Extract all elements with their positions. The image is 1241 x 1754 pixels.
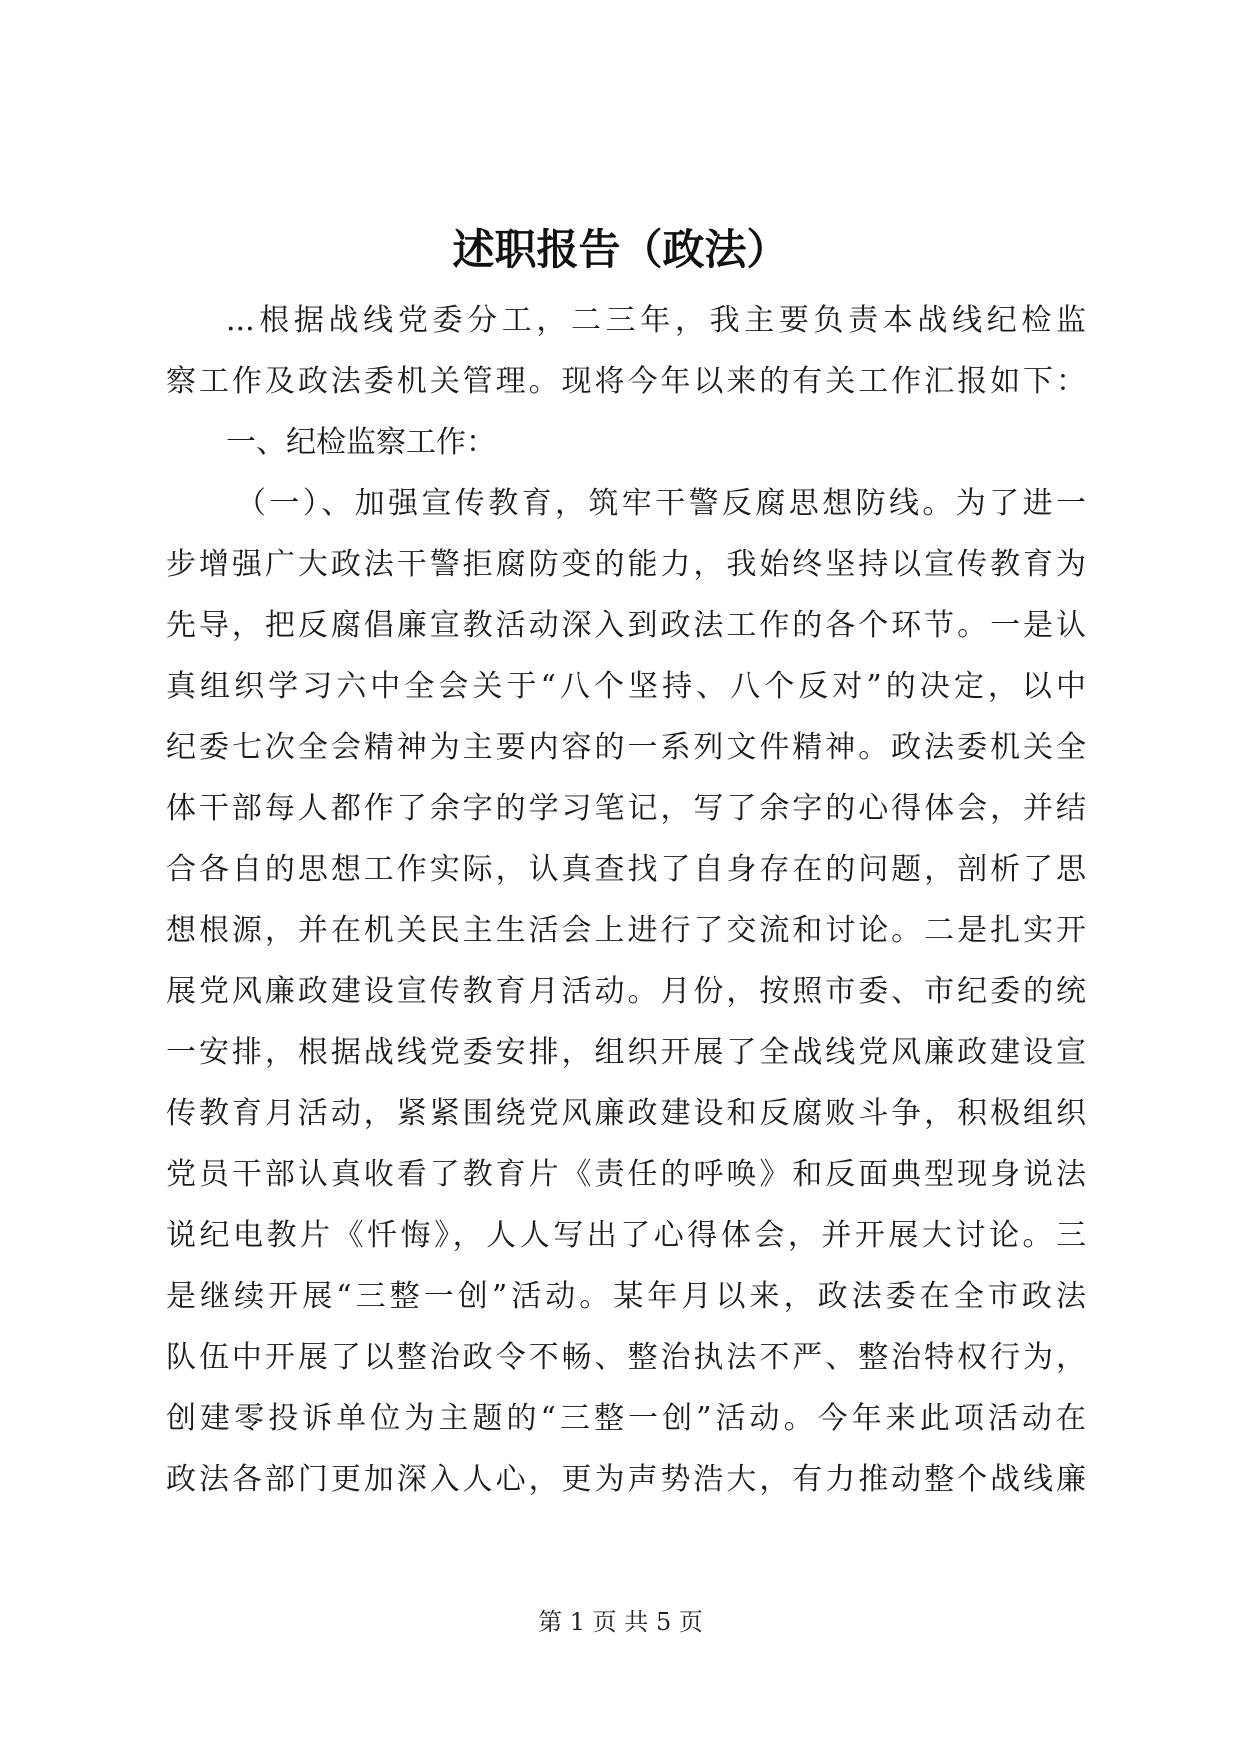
paragraph-line: 传教育月活动，紧紧围绕党风廉政建设和反腐败斗争，积极组织 [166,1096,1086,1131]
document-body [166,290,1086,1510]
paragraph-line: 合各自的思想工作实际，认真查找了自身存在的问题，剖析了思 [166,852,1086,887]
paragraph-line: 创建零投诉单位为主题的“三整一创”活动。今年来此项活动在 [166,1401,1086,1436]
paragraph-line: 察工作及政法委机关管理。现将今年以来的有关工作汇报如下： [166,364,1086,399]
paragraph-line: 体干部每人都作了余字的学习笔记，写了余字的心得体会，并结 [166,791,1086,826]
paragraph-line: 说纪电教片《忏悔》，人人写出了心得体会，并开展大讨论。三 [166,1218,1086,1253]
paragraph-line: 想根源，并在机关民主生活会上进行了交流和讨论。二是扎实开 [166,913,1086,948]
paragraph-line: 先导，把反腐倡廉宣教活动深入到政法工作的各个环节。一是认 [166,608,1086,643]
document-title: 述职报告（政法） [452,225,789,274]
paragraph-line: ...根据战线党委分工，二三年，我主要负责本战线纪检监 [226,303,1086,338]
section-heading: 一、纪检监察工作： [226,425,496,460]
page-number-footer: 第 1 页 共 5 页 [538,1608,703,1636]
paragraph-line: 真组织学习六中全会关于“八个坚持、八个反对”的决定，以中 [166,669,1086,704]
paragraph-line: 政法各部门更加深入人心，更为声势浩大，有力推动整个战线廉 [166,1462,1086,1497]
paragraph-line: 步增强广大政法干警拒腐防变的能力，我始终坚持以宣传教育为 [166,547,1086,582]
paragraph-line: 队伍中开展了以整治政令不畅、整治执法不严、整治特权行为， [166,1340,1086,1375]
paragraph-line: （一）、加强宣传教育，筑牢干警反腐思想防线。为了进一 [236,486,1086,521]
paragraph-line: 是继续开展“三整一创”活动。某年月以来，政法委在全市政法 [166,1279,1086,1314]
paragraph-line: 纪委七次全会精神为主要内容的一系列文件精神。政法委机关全 [166,730,1086,765]
paragraph-line: 一安排，根据战线党委安排，组织开展了全战线党风廉政建设宣 [166,1035,1086,1070]
paragraph-line: 展党风廉政建设宣传教育月活动。月份，按照市委、市纪委的统 [166,974,1086,1009]
paragraph-line: 党员干部认真收看了教育片《责任的呼唤》和反面典型现身说法 [166,1157,1086,1192]
